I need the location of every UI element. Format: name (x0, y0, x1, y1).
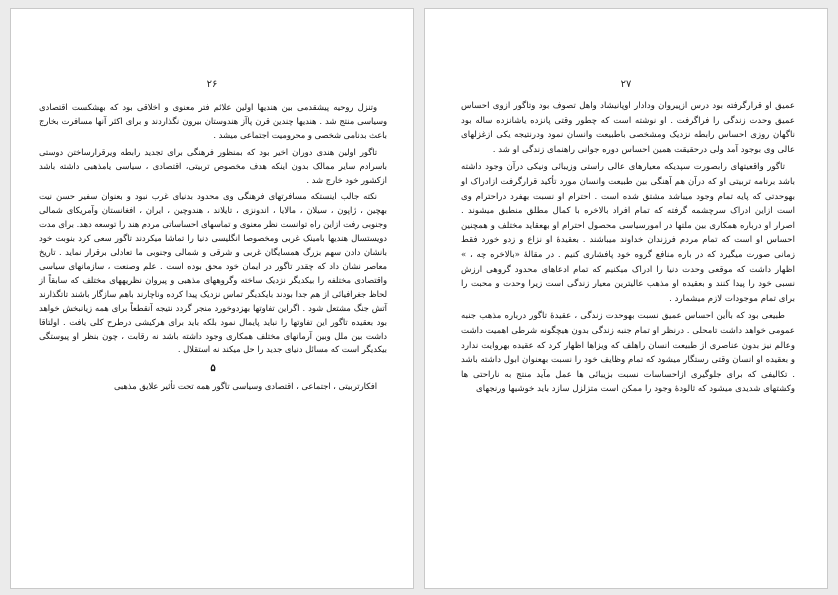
paragraph: تاگور واقعیتهای رابصورت سپدیکه معیارهای عالی راستی وزیبائی ونیکی درآن وجود داشته باشد برنامه تربیتی او که درآن هم آهنگی بین طبیعت وانسان مورد تأکید قرارگرفت ازادراک او بهوحدتی که پایه تمام وجود میباشد مشتق شده است . احترام او نسبت بهفرد دراحترام وی است ازاین ادراک سرچشمه گرفته که تمام افراد بالاخره با کمال مطلق منطبق میشوند . اصرار او درباره همکاری بین ملتها در امورسیاسی محصول احترام او بهعقاید مختلف و همچنین احساس او است که تمام مردم فرزندان خداوند میباشند . بعقیدهٔ او نزاع و زدو خورد فقط زمانی صورت میگیرد که در باره منافع گروه خود پافشاری کنیم . در مقالهٔ «بالاخره چه ، » اظهار داشت که موقعی وحدت دنیا را ادراک میکنیم که تمام ادعاهای محدود گروهی ارزش نسبی خود را پیدا کنند و بعقیده او مذهب عالیترین معیار زندگی است زیرا وحدت و محبت را برای تمام موجودات لازم میشمارد . (461, 162, 795, 304)
page-number: ۲۶ (206, 79, 218, 90)
section-number: ۵ (210, 363, 216, 375)
paragraph: وتنزل روحیه پیشقدمی بین هندیها اولین علائم فتر معنوی و اخلاقی بود که بهشکست اقتصادی وسیاسی منتج شد . هندیها چندین قرن پاآز هندوستان بیرون نگذاردند و برای اکثر آنها مسافرت بخارج باعث بدنامی شخصی و محرومیت اجتماعی میشد . (39, 102, 387, 140)
right-page (424, 8, 828, 589)
paragraph: نکته جالب اینستکه مسافرتهای فرهنگی وی محدود بدنیای غرب نبود و بعنوان سفیر حسن نیت بهچین ، ژاپون ، سیلان ، مالایا ، اندونزی ، تایلاند ، هندوچین ، ایران ، افغانستان وآمریکای شمالی وجنوبی رفت ازاین راه توانست نظر معنوی و تماسهای احساساتی مردم هند را توسعه دهد. برای مدت دویستسال هندیها بامینک غربی ومخصوصا انگلیسی دنیا را تماشا میکردند تاگور سعی کرد بنوبت خود بانشان دادن سهم بزرگ همسایگان غربی و شرقی و شمالی وجنوبی ما تعادلی برقرار نماید . تاریخ معاصر نشان داد که چقدر تاگور در ایمان خود محق بوده است . علم وصنعت ، سازمانهای سیاسی واقتصادی مختلفه را بیکدیگر نزدیک ساخته وگروههای مذهبی و پیروان نظریههای مختلف که سابقاً از لحاظ جغرافیائی از هم جدا بودند بایکدیگر تماس نزدیک پیدا کرده وناچارند باهم سازگار باشند تاتگذارند آتش جنگ مشتعل شود . اگراین تفاوتها بهزدوخورد منجر گردد نتیجه آنقطعاً برای همه زیانبخش خواهد بود بعقیده تاگور این تفاوتها را نباید پایمال نمود بلکه باید برای هرکیشی درطرح کلی یافت . اولتاقا داشت بین ملل وبین آرمانهای مختلف همکاری وجود داشته باشد نه رقابت ، چون بنظر او پیوستگی بیکدیگر است که مسائل دنیای جدید را حل میکند نه استقلال . (39, 191, 387, 355)
paragraph: طبیعی بود که باأین احساس عمیق نسبت بهوحدت زندگی ، عقیدهٔ تاگور درباره مذهب جنبه عمومی خواهد داشت تامحلی . درنظر او تمام جنبه زندگی بدون هیچگونه شرطی اهمیت داشت وعالم نیز بدون عناصری از طبیعت انسان راهلف که ویزاها اظهار کرد که عقیده بهروایت ندارد و بعقیده او انسان وقتی رستگار میشود که تمام وظایف خود را نسبت بهعنوان ابول داشته باشد . تکالیفی که برای جلوگیری ازاحساسات نسبت بزیبائی ها عمل مآید منتج به ناراحتی ها وکشتهای شدیدی میشود که ثالودهٔ وجود را ممکن است متزلزل سازد باید خوشیها ورنجهای (461, 311, 795, 395)
page-body (39, 101, 387, 397)
left-page (10, 8, 414, 589)
paragraph: افکارتربیتی ، اجتماعی ، اقتصادی وسیاسی تاگور همه تحت تأثیر علایق مذهبی (113, 381, 377, 392)
page-body (461, 99, 795, 400)
paragraph: تاگور اولین هندی دوران اخیر بود که بمنظور فرهنگی برای تجدید رابطه ویرقرارساختن دوستی باسرادم سایر ممالک بدون اینکه هدف مخصوص تربیتی، اقتصادی ، سیاسی یامذهبی داشته باشد ازکشور خود خارج شد . (39, 146, 387, 185)
paragraph: عمیق او قرارگرفته بود درس ازپیروان ودادار اوپانیشاد واهل تصوف بود وتاگور ازوی احساس عمیق وحدت زندگی را فراگرفت . او نوشته است که چطور وقتی پانزده یاشانزده ساله بود ناگهان روزی احساس رابطه نزدیک ومشخصی باطبیعت وانسان نمود ودرنتیجه یکی ازغزلهای عالی وی بوجود آمد ولی درحقیقت همین احساس دوره جوانی راهنمای زندگی او شد . (461, 101, 795, 155)
page-number: ۲۷ (620, 79, 632, 90)
